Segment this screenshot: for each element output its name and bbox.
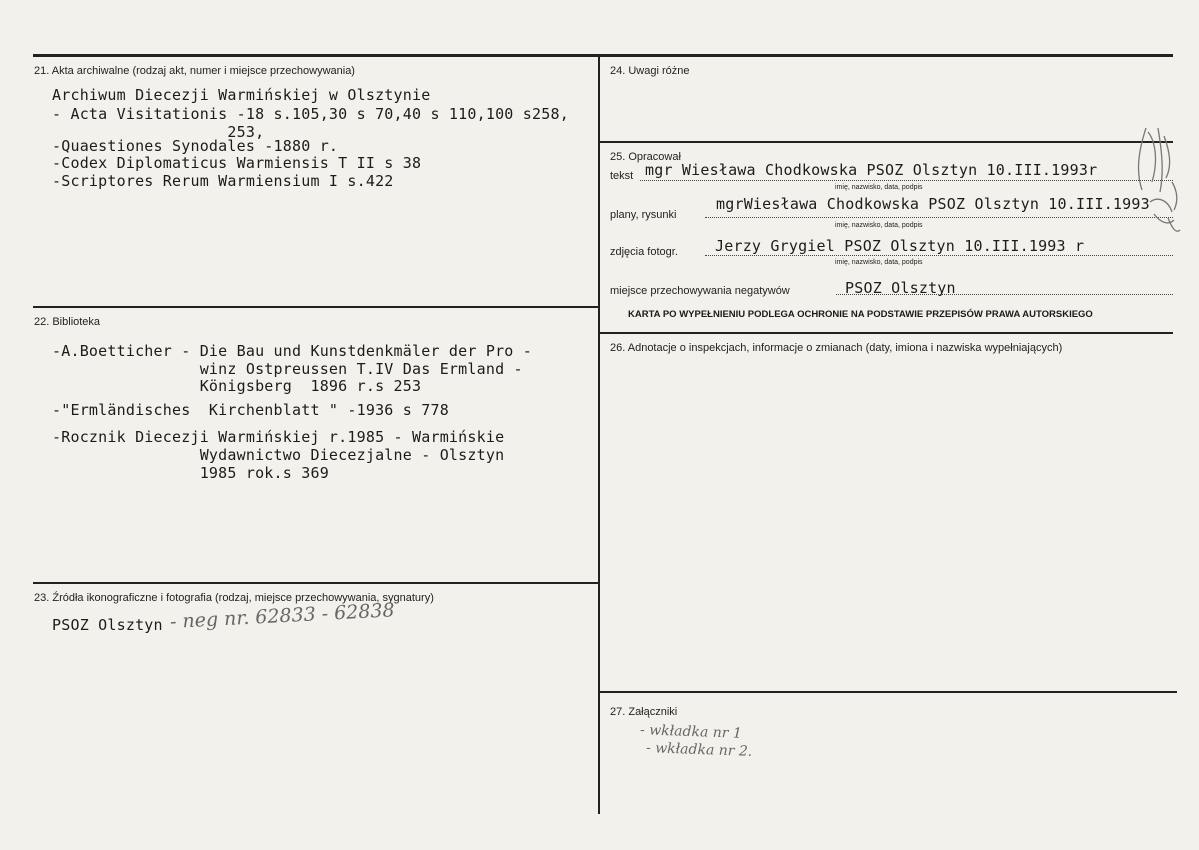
section-23-label: 23. Źródła ikonograficzne i fotografia (rodzaj, miejsce przechowywania, sygnatury) [34, 592, 434, 604]
tekst-caption: imię, nazwisko, data, podpis [835, 184, 923, 191]
s22-line-2: winz Ostpreussen T.IV Das Ermland - [52, 360, 523, 378]
s21-line-5: -Codex Diplomaticus Warmiensis T II s 38 [52, 154, 422, 172]
rule-26-27 [599, 691, 1177, 693]
rule-24-25 [599, 141, 1173, 143]
section-27-label: 27. Załączniki [610, 706, 678, 718]
section-26-label: 26. Adnotacje o inspekcjach, informacje o zmianach (daty, imiona i nazwiska wypełniających) [610, 342, 1063, 354]
zdjecia-caption: imię, nazwisko, data, podpis [835, 259, 923, 266]
negatywy-label: miejsce przechowywania negatywów [610, 285, 790, 297]
s22-line-5: -Rocznik Diecezji Warmińskiej r.1985 - Warmińskie [52, 428, 505, 446]
tekst-value: mgr Wiesława Chodkowska PSOZ Olsztyn 10.III.1993r [645, 161, 1098, 179]
s21-line-3: 253, [52, 123, 265, 141]
s22-line-6: Wydawnictwo Diecezjalne - Olsztyn [52, 446, 505, 464]
tekst-label: tekst [610, 170, 634, 182]
top-rule [33, 54, 1173, 57]
zdjecia-label: zdjęcia fotogr. [610, 246, 678, 258]
section-25-label: 25. Opracował [610, 151, 681, 163]
negatywy-dotted-line [836, 294, 1173, 295]
s27-handwritten-line-1: - wkładka nr 1 [639, 722, 743, 742]
s21-line-4: -Quaestiones Synodales -1880 r. [52, 137, 339, 155]
s23-handwritten-note: - neg nr. 62833 - 62838 [169, 599, 396, 633]
s21-line-1: Archiwum Diecezji Warmińskiej w Olsztynie [52, 86, 431, 104]
rule-22-23 [33, 582, 599, 584]
zdjecia-value: Jerzy Grygiel PSOZ Olsztyn 10.III.1993 r [715, 237, 1085, 255]
s21-line-2: - Acta Visitationis -18 s.105,30 s 70,40 s 110,100 s258, [52, 105, 569, 123]
s22-line-7: 1985 rok.s 369 [52, 464, 329, 482]
section-22-label: 22. Biblioteka [34, 316, 101, 328]
zdjecia-dotted-line [705, 255, 1173, 256]
s22-line-1: -A.Boetticher - Die Bau und Kunstdenkmäler der Pro - [52, 342, 532, 360]
tekst-dotted-line [640, 180, 1173, 181]
section-21-label: 21. Akta archiwalne (rodzaj akt, numer i miejsce przechowywania) [34, 65, 355, 77]
plany-label: plany, rysunki [610, 209, 677, 221]
plany-caption: imię, nazwisko, data, podpis [835, 222, 923, 229]
plany-dotted-line [705, 217, 1173, 218]
s21-line-6: -Scriptores Rerum Warmiensium I s.422 [52, 172, 394, 190]
plany-value: mgrWiesława Chodkowska PSOZ Olsztyn 10.III.1993 [716, 195, 1150, 213]
s22-line-3: Königsberg 1896 r.s 253 [52, 377, 422, 395]
s23-typed-value: PSOZ Olsztyn [52, 616, 163, 634]
rule-21-22 [33, 306, 599, 308]
signature-scribble [1128, 122, 1188, 242]
rule-25-26 [599, 332, 1173, 334]
s22-line-4: -"Ermländisches Kirchenblatt " -1936 s 778 [52, 401, 449, 419]
copyright-notice: KARTA PO WYPEŁNIENIU PODLEGA OCHRONIE NA PODSTAWIE PRZEPISÓW PRAWA AUTORSKIEGO [628, 309, 1093, 320]
column-divider [598, 56, 600, 814]
negatywy-value: PSOZ Olsztyn [845, 279, 956, 297]
section-24-label: 24. Uwagi różne [610, 65, 690, 77]
s27-handwritten-line-2: - wkładka nr 2. [645, 740, 753, 760]
